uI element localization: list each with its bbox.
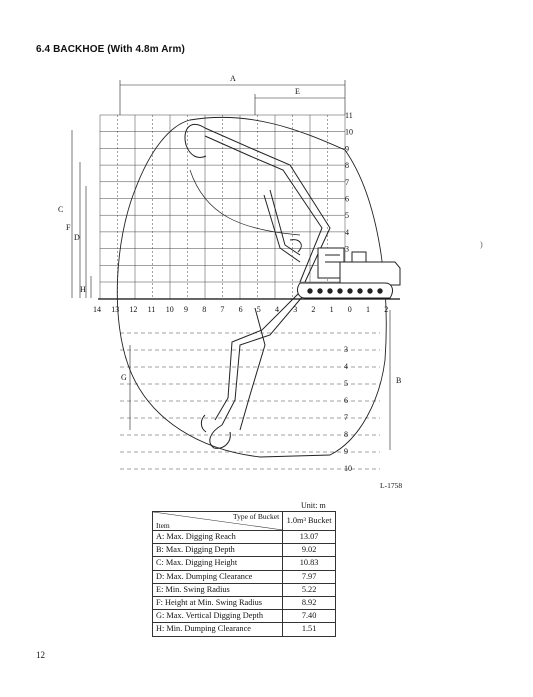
- row-value: 7.97: [283, 570, 336, 583]
- horizontal-scale-label: 1: [329, 305, 334, 314]
- dim-label-f: F: [66, 223, 71, 232]
- height-scale-label: 6: [345, 194, 349, 204]
- horizontal-scale-label: 12: [129, 305, 138, 314]
- excavator-body: [298, 248, 400, 298]
- height-scale-label: 8: [345, 161, 349, 171]
- horizontal-scale-label: 11: [147, 305, 156, 314]
- dim-label-g: G: [121, 373, 127, 382]
- page-heading: 6.4 BACKHOE (With 4.8m Arm): [36, 44, 185, 55]
- row-value: 8.92: [283, 596, 336, 609]
- table-row: [153, 583, 336, 596]
- dim-label-a: A: [230, 74, 236, 83]
- row-value: 1.51: [283, 623, 336, 636]
- depth-scale-label: 6: [344, 396, 348, 405]
- depth-scale-label: 4: [344, 362, 348, 371]
- height-scale-label: 3: [345, 244, 349, 254]
- row-item: C: Max. Digging Height: [153, 557, 283, 570]
- horizontal-scale-label: 2: [311, 305, 316, 314]
- horizontal-scale-label: 1: [366, 305, 370, 314]
- row-item: B: Max. Digging Depth: [153, 544, 283, 557]
- row-item: A: Max. Digging Reach: [153, 531, 283, 544]
- horizontal-scale-label: 14: [93, 305, 101, 314]
- horizontal-scale-label: 0: [347, 305, 352, 314]
- row-item: G: Max. Vertical Digging Depth: [153, 610, 283, 623]
- height-scale-label: 9: [345, 144, 349, 154]
- unit-label: Unit: m: [301, 501, 326, 510]
- specification-table: [152, 511, 336, 637]
- horizontal-scale-label: 9: [184, 305, 188, 314]
- row-value: 9.02: [283, 544, 336, 557]
- lowered-boom-arm: [201, 290, 308, 448]
- table-row: [153, 610, 336, 623]
- row-item: D: Max. Dumping Clearance: [153, 570, 283, 583]
- horizontal-scale-label: 13: [111, 305, 120, 314]
- row-item: H: Min. Dumping Clearance: [153, 623, 283, 636]
- row-item: F: Height at Min. Swing Radius: [153, 596, 283, 609]
- height-scale-label: 11: [345, 111, 353, 120]
- header-item: Item: [156, 520, 170, 530]
- horizontal-scale-label: 10: [165, 305, 174, 314]
- table-row: [153, 623, 336, 636]
- height-scale-label: 4: [345, 227, 349, 237]
- header-value: 1.0m³ Bucket: [283, 512, 336, 531]
- header-type: Type of Bucket: [233, 512, 280, 521]
- page-number: 12: [36, 650, 45, 660]
- table-row: [153, 531, 336, 544]
- horizontal-scale-label: 4: [275, 305, 279, 314]
- stray-mark: ): [480, 240, 483, 249]
- table-row: [153, 544, 336, 557]
- row-value: 5.22: [283, 583, 336, 596]
- dim-label-h: H: [80, 285, 86, 294]
- dim-label-c: C: [58, 205, 64, 214]
- row-item: E: Min. Swing Radius: [153, 583, 283, 596]
- figure-code: L-1758: [380, 481, 403, 490]
- horizontal-scale-label: 8: [202, 305, 207, 314]
- table-row: [153, 570, 336, 583]
- row-value: 13.07: [283, 531, 336, 544]
- horizontal-scale-label: 2: [384, 305, 389, 314]
- height-scale-label: 10: [345, 127, 353, 137]
- depth-scale-label: 5: [344, 379, 348, 388]
- row-value: 10.83: [283, 557, 336, 570]
- horizontal-scale-label: 5: [256, 305, 261, 314]
- horizontal-scale-label: 3: [293, 305, 298, 314]
- depth-scale-label: 7: [344, 413, 348, 422]
- dim-label-d: D: [74, 233, 80, 242]
- table-row: [153, 557, 336, 570]
- horizontal-scale-label: 7: [220, 305, 225, 314]
- table-row: [153, 596, 336, 609]
- depth-scale-label: 3: [344, 345, 348, 354]
- table-header-diagonal: [153, 512, 283, 531]
- dim-label-e: E: [295, 87, 300, 96]
- inner-envelope-curve: [190, 170, 300, 235]
- depth-scale-label: 10: [344, 464, 352, 473]
- height-scale-label: 7: [345, 177, 349, 187]
- dim-label-b: B: [396, 376, 402, 385]
- row-value: 7.40: [283, 610, 336, 623]
- depth-scale-label: 9: [344, 447, 348, 456]
- depth-scale-label: 8: [344, 430, 348, 439]
- horizontal-scale-label: 6: [238, 305, 243, 314]
- height-scale-label: 5: [345, 211, 349, 221]
